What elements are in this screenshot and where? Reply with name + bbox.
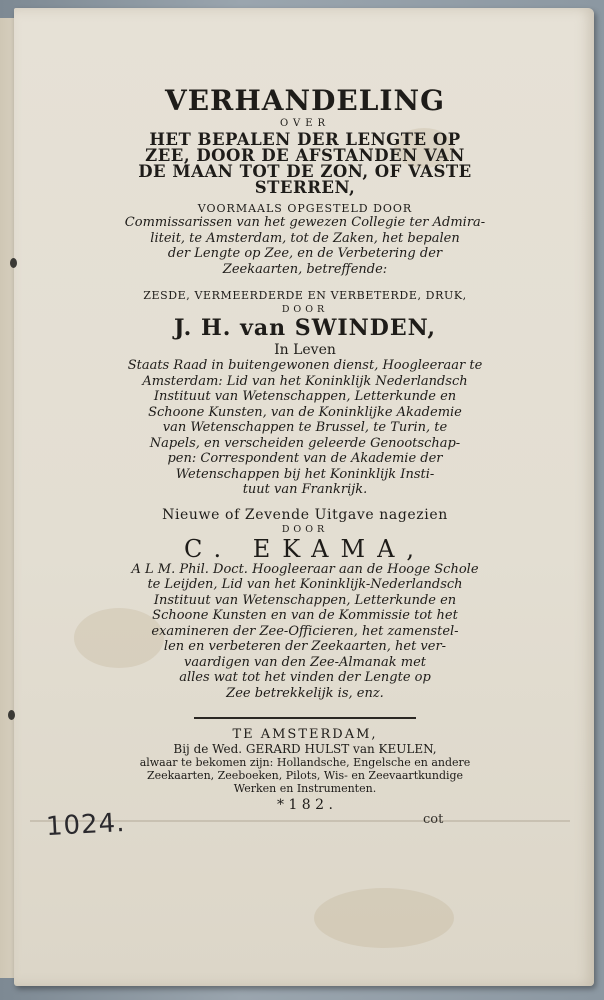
commission-text	[70, 215, 540, 277]
handwritten-shelfmark: 1024.	[45, 807, 127, 843]
editor-title-line: A L M. Phil. Doct. Hoogleeraar aan de Hooge Schole	[131, 561, 479, 577]
editor-name: C. EKAMA,	[183, 534, 427, 563]
drafted-by: VOORMAALS OPGESTELD DOOR	[197, 202, 413, 215]
imprint-line: Zeekaarten, Zeeboeken, Pilots, Wis- en Zeevaartkundige	[146, 769, 464, 782]
title-page-text	[70, 86, 540, 813]
author-title-line: van Wetenschappen te Brussel, te Turin, te	[162, 420, 448, 435]
editor-title-line: Schoone Kunsten en van de Kommissie tot het	[152, 608, 458, 623]
author-title-line: Schoone Kunsten, van de Koninklijke Akademie	[148, 404, 462, 420]
imprint-line: alwaar te bekomen zijn: Hollandsche, Engelsche en andere	[139, 756, 471, 769]
signature-mark: * 1 8 2 .	[277, 797, 333, 813]
author-title-line: Staats Raad in buitengewonen dienst, Hoogleeraar te	[127, 358, 483, 373]
subtitle-line: HET BEPALEN DER LENGTE OP	[149, 130, 461, 149]
imprint-line: Werken en Instrumenten.	[233, 782, 377, 795]
foxing-stain	[314, 888, 454, 948]
editor-title-line: len en verbeteren der Zeekaarten, het ver-	[163, 639, 447, 654]
main-title: VERHANDELING	[164, 84, 446, 117]
editor-title-line: Instituut van Wetenschappen, Letterkunde en	[153, 592, 457, 608]
subtitle	[70, 132, 540, 196]
commission-line: Commissarissen van het gewezen Collegie ter Admira-	[124, 215, 486, 230]
editor-titles	[70, 562, 540, 702]
author-title-line: Instituut van Wetenschappen, Letterkunde en	[153, 389, 457, 404]
author-titles	[70, 358, 540, 498]
author-title-line: Wetenschappen bij het Koninklijk Insti-	[175, 466, 435, 482]
subtitle-line: STERREN,	[254, 178, 356, 197]
door-label: DOOR	[281, 523, 329, 535]
binding-hole	[8, 710, 15, 720]
edition-statement: ZESDE, VERMEERDERDE EN VERBETERDE, DRUK,	[143, 289, 467, 302]
author-title-line: Napels, en verscheiden geleerde Genootschap-	[149, 435, 461, 451]
subtitle-line: ZEE, DOOR DE AFSTANDEN VAN	[145, 146, 465, 165]
commission-line: Zeekaarten, betreffende:	[222, 261, 388, 277]
torn-fragment: cot	[423, 812, 444, 827]
editor-title-line: Zee betrekkelijk is, enz.	[226, 685, 384, 701]
author-name: J. H. van SWINDEN,	[173, 315, 437, 341]
imprint-publisher: Bij de Wed. GERARD HULST van KEULEN,	[173, 742, 437, 756]
imprint-place: TE AMSTERDAM,	[232, 727, 378, 742]
subtitle-line: DE MAAN TOT DE ZON, OF VASTE	[138, 162, 472, 181]
editor-title-line: alles wat tot het vinden der Lengte op	[179, 670, 431, 685]
new-edition-statement: Nieuwe of Zevende Uitgave nagezien	[162, 506, 448, 523]
editor-title-line: examineren der Zee-Officieren, het zamenstel-	[151, 623, 459, 639]
author-title-line: Amsterdam: Lid van het Koninklijk Nederlandsch	[142, 373, 468, 389]
door-label: DOOR	[281, 304, 329, 315]
editor-title-line: te Leijden, Lid van het Koninklijk-Nederlandsch	[147, 577, 463, 592]
over-word: OVER	[279, 118, 331, 129]
author-title-line: pen: Correspondent van de Akademie der	[167, 451, 443, 466]
author-title-line: tuut van Frankrijk.	[242, 482, 368, 497]
commission-line: liteit, te Amsterdam, tot de Zaken, het bepalen	[150, 230, 460, 246]
commission-line: der Lengte op Zee, en de Verbetering der	[167, 246, 443, 261]
in-leven: In Leven	[274, 342, 336, 358]
editor-title-line: vaardigen van den Zee-Almanak met	[184, 654, 426, 670]
binding-hole	[10, 258, 17, 268]
divider-rule	[194, 717, 416, 719]
